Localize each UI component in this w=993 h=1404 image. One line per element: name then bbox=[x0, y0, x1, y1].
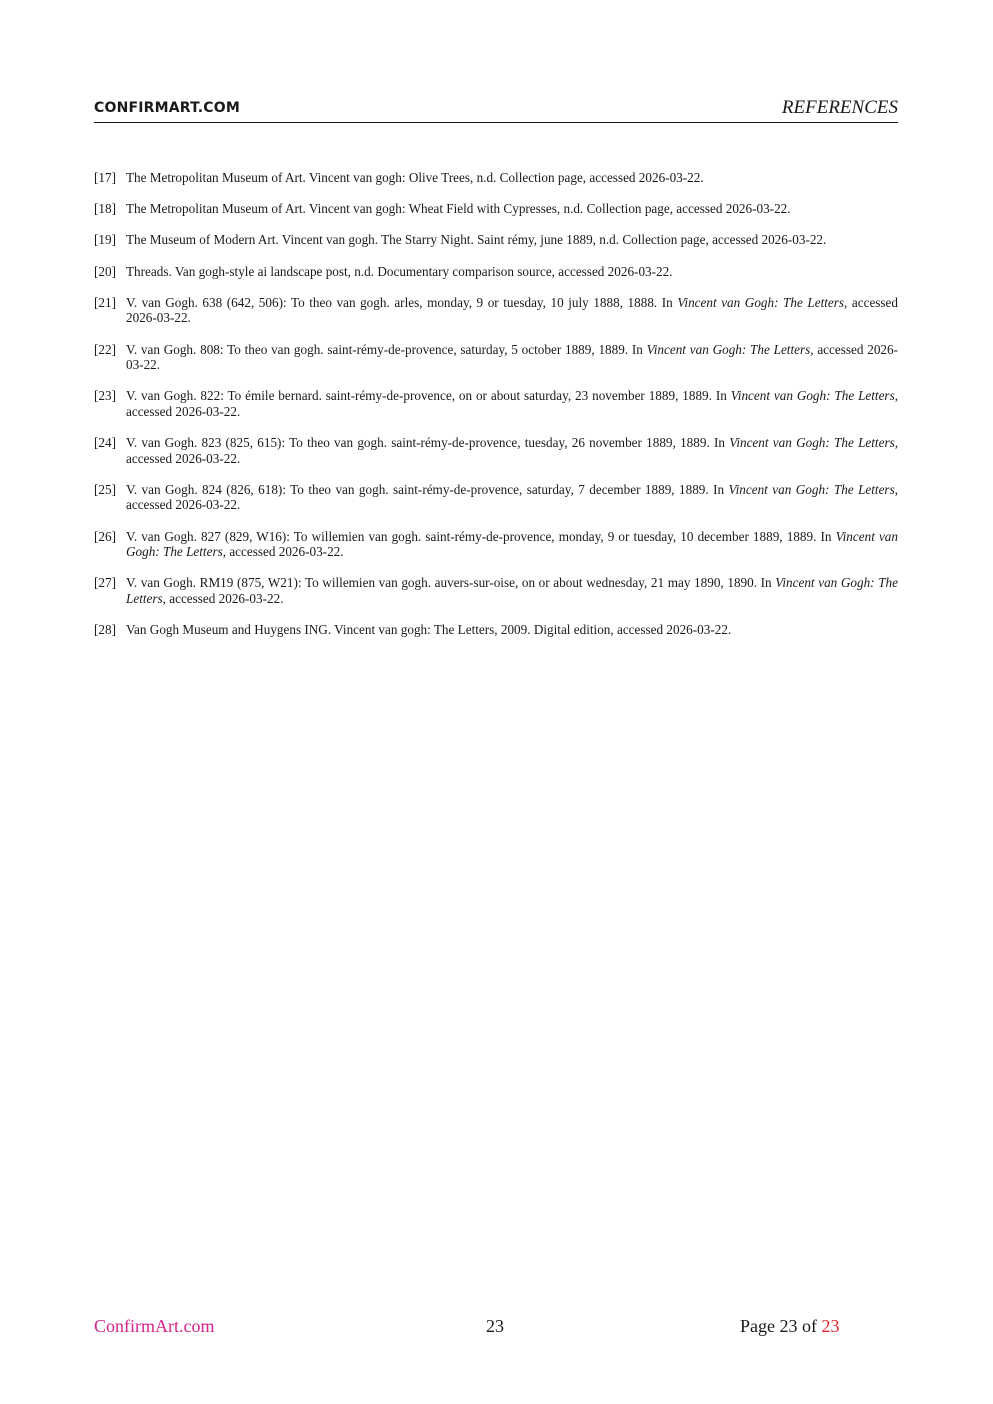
reference-item bbox=[94, 435, 898, 466]
reference-item bbox=[94, 342, 898, 373]
reference-tail: , accessed 2026-03-22. bbox=[126, 388, 898, 419]
reference-item bbox=[94, 622, 898, 638]
page-count-prefix: Page 23 of bbox=[740, 1316, 822, 1336]
reference-number: [23] bbox=[94, 388, 116, 404]
reference-number: [17] bbox=[94, 170, 116, 185]
reference-tail: , accessed 2026-03-22. bbox=[126, 481, 898, 513]
reference-text: V. van Gogh. 638 (642, 506): To theo van gogh. arles, monday, 9 or tuesday, 10 july 1888, 1888. In bbox=[126, 294, 678, 310]
references-list bbox=[94, 170, 898, 653]
reference-item bbox=[94, 388, 898, 419]
reference-item bbox=[94, 295, 898, 326]
reference-text: Threads. Van gogh-style ai landscape post, n.d. Documentary comparison source, accessed 2026-03-22. bbox=[126, 263, 673, 279]
reference-item bbox=[94, 232, 898, 248]
page-total-link[interactable]: 23 bbox=[821, 1316, 840, 1336]
reference-number: [22] bbox=[94, 341, 116, 357]
reference-item bbox=[94, 201, 898, 217]
reference-text: Van Gogh Museum and Huygens ING. Vincent van gogh: The Letters, 2009. Digital edition, accessed 2026-03-22. bbox=[126, 622, 732, 638]
reference-text: V. van Gogh. 827 (829, W16): To willemien van gogh. saint-rémy-de-provence, monday, 9 or tuesday, 10 december 1889, 1889. In bbox=[126, 528, 836, 544]
reference-italic: Vincent van Gogh: The Letters bbox=[646, 341, 811, 357]
reference-item bbox=[94, 482, 898, 513]
reference-item bbox=[94, 575, 898, 606]
reference-item bbox=[94, 529, 898, 560]
reference-italic: Vincent van Gogh: The Letters bbox=[126, 575, 898, 607]
reference-text: The Museum of Modern Art. Vincent van gogh. The Starry Night. Saint rémy, june 1889, n.d. Collection page, accessed 2026-03-22. bbox=[126, 232, 827, 248]
reference-text: V. van Gogh. 823 (825, 615): To theo van gogh. saint-rémy-de-provence, tuesday, 26 november 1889, 1889. In bbox=[126, 435, 730, 451]
reference-number: [24] bbox=[94, 435, 116, 451]
footer-page-number: 23 bbox=[486, 1316, 504, 1336]
confirmart-logo: CONFIRMART.COM bbox=[94, 100, 241, 116]
reference-tail: , accessed 2026-03-22. bbox=[126, 435, 898, 466]
reference-text: V. van Gogh. 824 (826, 618): To theo van gogh. saint-rémy-de-provence, saturday, 7 december 1889, 1889. In bbox=[126, 481, 729, 497]
reference-number: [20] bbox=[94, 263, 116, 279]
reference-tail: , accessed 2026-03-22. bbox=[126, 341, 898, 373]
reference-text: V. van Gogh. 822: To émile bernard. saint-rémy-de-provence, on or about saturday, 23 november 1889, 1889. In bbox=[126, 388, 731, 404]
reference-item bbox=[94, 264, 898, 280]
reference-text: V. van Gogh. 808: To theo van gogh. saint-rémy-de-provence, saturday, 5 october 1889, 1889. In bbox=[126, 341, 647, 357]
footer-site-link[interactable]: ConfirmArt.com bbox=[94, 1316, 215, 1336]
reference-text: The Metropolitan Museum of Art. Vincent van gogh: Wheat Field with Cypresses, n.d. Collection page, accessed 2026-03-22. bbox=[126, 201, 791, 217]
reference-item bbox=[94, 170, 898, 186]
reference-italic: Vincent van Gogh: The Letters bbox=[677, 294, 845, 310]
running-section-title: REFERENCES bbox=[781, 97, 898, 118]
reference-italic: Vincent van Gogh: The Letters bbox=[730, 388, 895, 404]
reference-italic: Vincent van Gogh: The Letters bbox=[728, 481, 895, 497]
reference-italic: Vincent van Gogh: The Letters bbox=[126, 528, 898, 560]
reference-number: [25] bbox=[94, 481, 116, 497]
reference-number: [18] bbox=[94, 201, 116, 217]
reference-number: [27] bbox=[94, 575, 116, 591]
reference-tail: , accessed 2026-03-22. bbox=[126, 294, 899, 326]
reference-number: [21] bbox=[94, 294, 116, 310]
reference-number: [19] bbox=[94, 232, 116, 248]
reference-tail: , accessed 2026-03-22. bbox=[222, 544, 344, 560]
footer-page-count bbox=[740, 1316, 839, 1337]
reference-italic: Vincent van Gogh: The Letters bbox=[729, 435, 895, 451]
reference-text: V. van Gogh. RM19 (875, W21): To willemien van gogh. auvers-sur-oise, on or about wednesday, 21 may 1890, 1890. In bbox=[126, 575, 776, 591]
page-header bbox=[94, 96, 898, 123]
reference-tail: , accessed 2026-03-22. bbox=[162, 591, 284, 607]
reference-number: [26] bbox=[94, 528, 116, 544]
reference-text: The Metropolitan Museum of Art. Vincent van gogh: Olive Trees, n.d. Collection page, accessed 2026-03-22. bbox=[126, 170, 704, 185]
reference-number: [28] bbox=[94, 622, 116, 638]
